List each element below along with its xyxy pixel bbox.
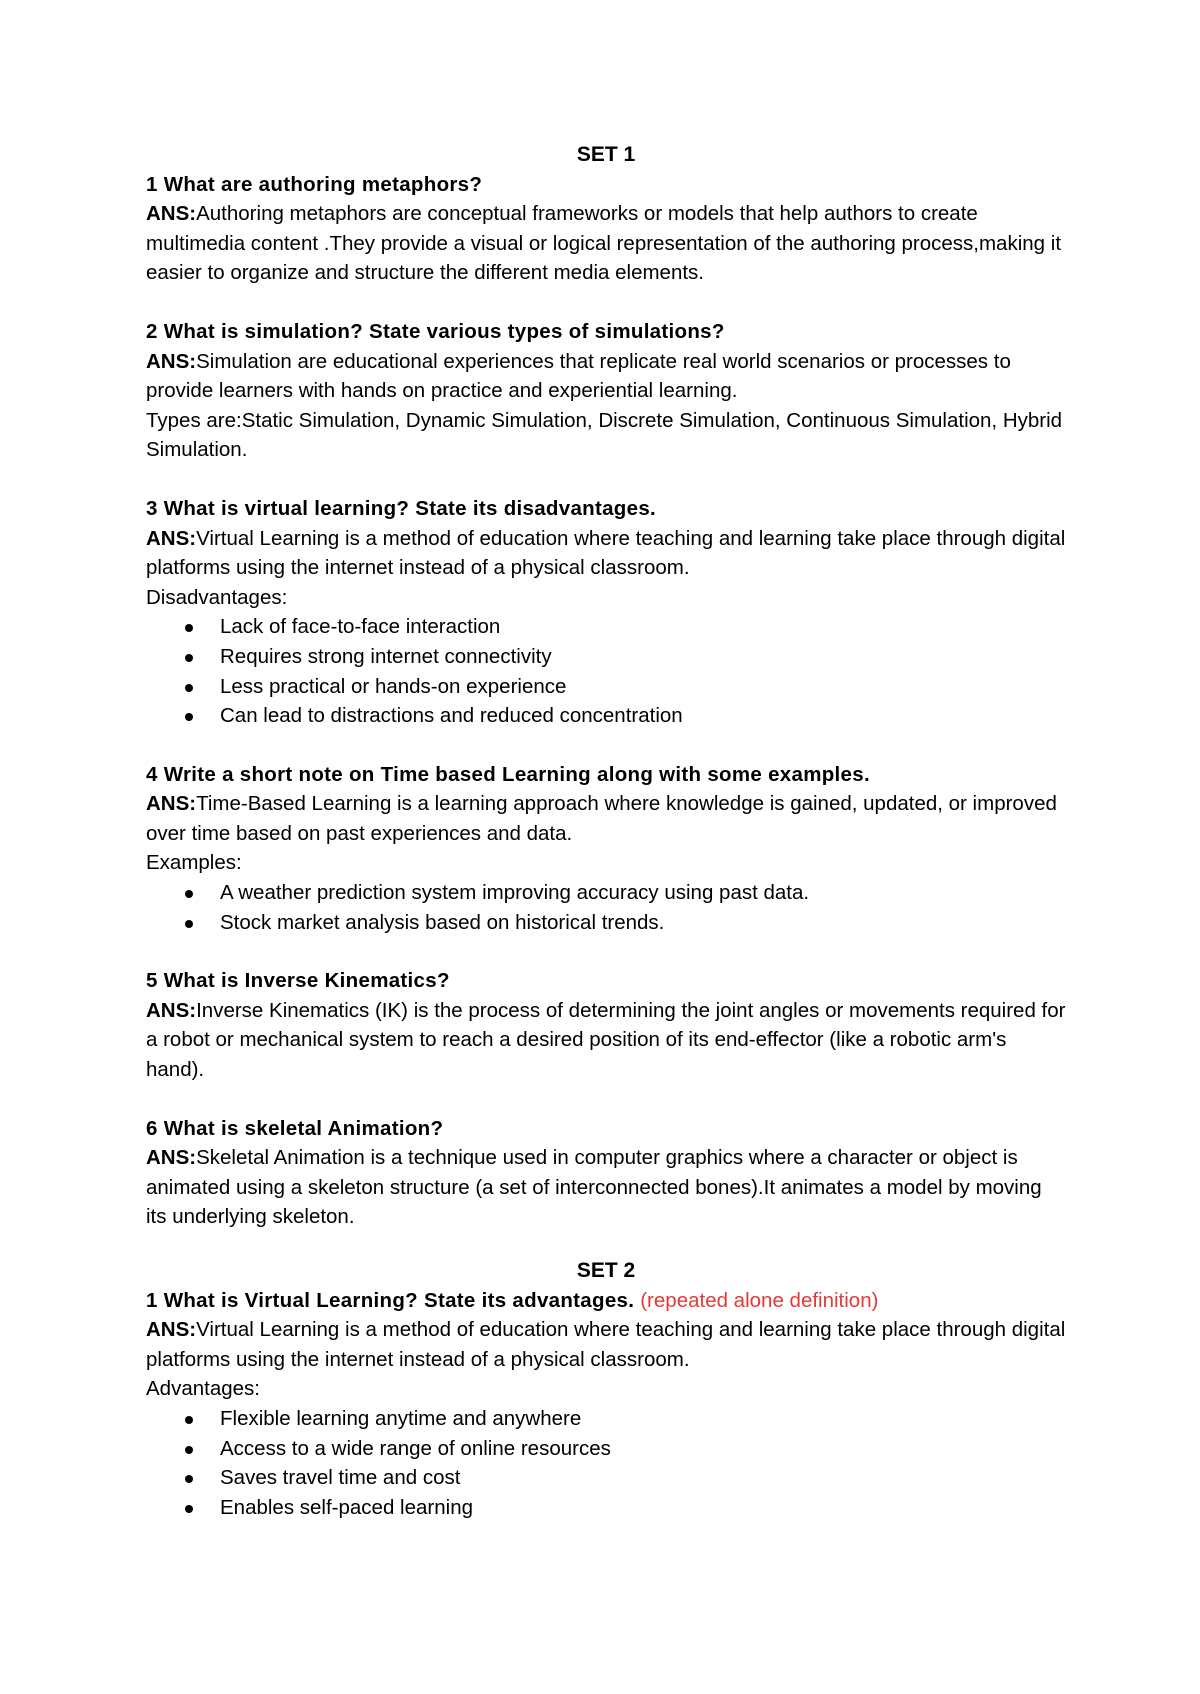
ans-label: ANS:: [146, 792, 197, 816]
answer-text: [146, 1143, 1066, 1232]
list-item: Less practical or hands-on experience: [220, 672, 1066, 702]
set1-question-5: [146, 966, 1066, 1084]
question-heading: [146, 1286, 1066, 1316]
ans-label: ANS:: [146, 1146, 197, 1170]
question-heading: 2 What is simulation? State various types of simulations?: [146, 319, 725, 343]
set1-question-6: [146, 1114, 1066, 1232]
answer-body: Simulation are educational experiences that replicate real world scenarios or processes to provide learners with hands on practice and experiential learning.: [146, 349, 1011, 403]
set1-question-2: [146, 317, 1066, 465]
question-note: (repeated alone definition): [640, 1288, 879, 1312]
answer-body: Skeletal Animation is a technique used in computer graphics where a character or object is animated using a skeleton structure (a set of interconnected bones).It animates a model by moving its underlying skeleton.: [146, 1146, 1042, 1229]
question-heading: 1 What are authoring metaphors?: [146, 172, 483, 196]
answer-text: [146, 199, 1066, 288]
list-item: Access to a wide range of online resources: [220, 1434, 1066, 1464]
answer-text: [146, 524, 1066, 583]
set2-question-1: [146, 1286, 1066, 1523]
list-item: Stock market analysis based on historical trends.: [220, 908, 1066, 938]
list-label: Advantages:: [146, 1377, 260, 1401]
answer-text: [146, 347, 1066, 406]
question-heading: 3 What is virtual learning? State its disadvantages.: [146, 496, 657, 520]
answer-text: [146, 789, 1066, 848]
list-label: Disadvantages:: [146, 585, 288, 609]
ans-label: ANS:: [146, 202, 197, 226]
list-item: Enables self-paced learning: [220, 1493, 1066, 1523]
ans-label: ANS:: [146, 526, 197, 550]
list-item: Flexible learning anytime and anywhere: [220, 1404, 1066, 1434]
question-heading: 5 What is Inverse Kinematics?: [146, 969, 450, 993]
answer-body: Inverse Kinematics (IK) is the process of determining the joint angles or movements required for a robot or mechanical system to reach a desired position of its end-effector (like a robotic arm's hand).: [146, 998, 1066, 1082]
question-heading: 6 What is skeletal Animation?: [146, 1116, 444, 1140]
question-heading-text: 1 What is Virtual Learning? State its advantages.: [146, 1288, 635, 1312]
answer-body: Authoring metaphors are conceptual frameworks or models that help authors to create multimedia content .They provide a visual or logical representation of the authoring process,making it easier to organize and structure the different media elements.: [146, 202, 1062, 285]
bullet-list: [146, 1404, 1066, 1522]
answer-body: Time-Based Learning is a learning approach where knowledge is gained, updated, or improved over time based on past experiences and data.: [146, 792, 1057, 845]
ans-label: ANS:: [146, 1318, 197, 1342]
list-item: Requires strong internet connectivity: [220, 642, 1066, 672]
answer-text: [146, 996, 1066, 1085]
bullet-list: [146, 878, 1066, 937]
answer-body: Virtual Learning is a method of education where teaching and learning take place through digital platforms using the internet instead of a physical classroom.: [146, 1318, 1066, 1371]
question-heading: 4 Write a short note on Time based Learning along with some examples.: [146, 762, 870, 786]
list-item: A weather prediction system improving accuracy using past data.: [220, 878, 1066, 908]
set-2-title: SET 2: [576, 1259, 636, 1282]
bullet-list: [146, 612, 1066, 730]
answer-text: [146, 1315, 1066, 1374]
ans-label: ANS:: [146, 998, 197, 1022]
set1-question-1: [146, 170, 1066, 288]
list-item: Saves travel time and cost: [220, 1463, 1066, 1493]
set-1-title: SET 1: [576, 143, 636, 166]
list-item: Lack of face-to-face interaction: [220, 612, 1066, 642]
list-item: Can lead to distractions and reduced concentration: [220, 701, 1066, 731]
list-label: Examples:: [146, 851, 242, 875]
answer-extra: Types are:Static Simulation, Dynamic Simulation, Discrete Simulation, Continuous Simulation, Hybrid Simulation.: [146, 408, 1063, 462]
answer-body: Virtual Learning is a method of education where teaching and learning take place through digital platforms using the internet instead of a physical classroom.: [146, 526, 1066, 580]
ans-label: ANS:: [146, 349, 197, 373]
document-page: [146, 140, 1066, 1522]
set1-question-3: [146, 494, 1066, 731]
set1-question-4: [146, 760, 1066, 938]
